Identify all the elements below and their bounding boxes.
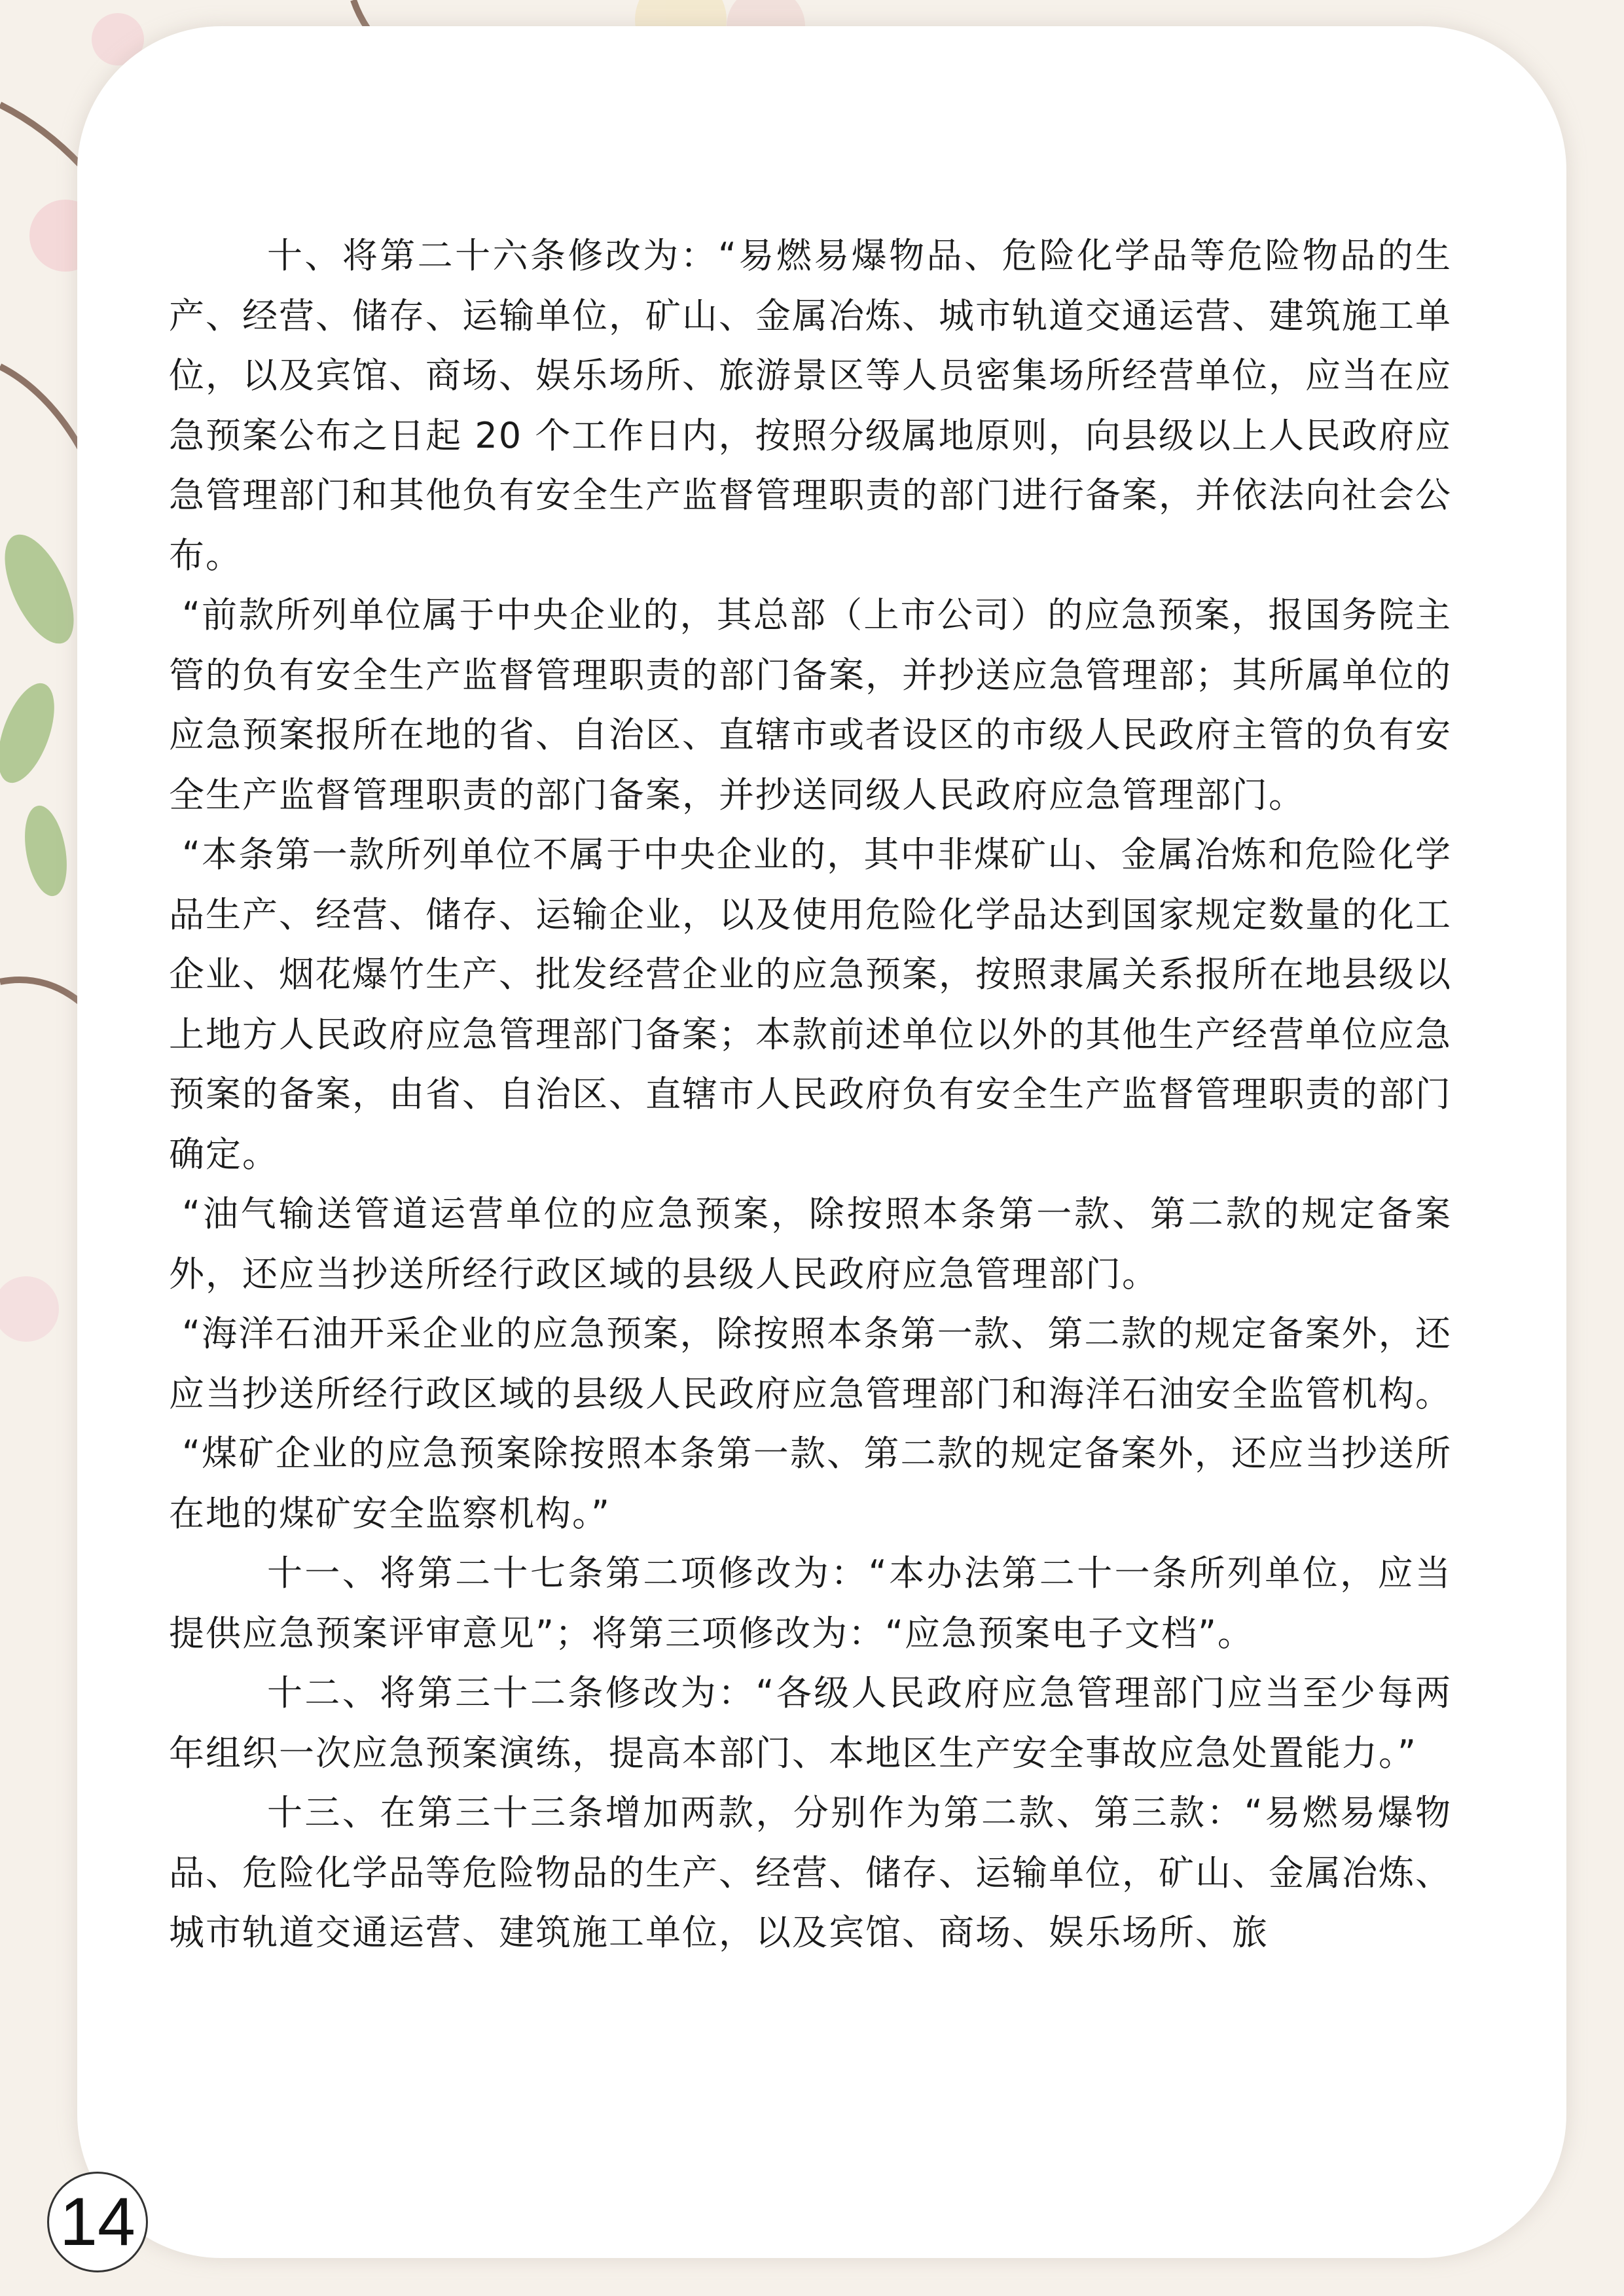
- document-body: [169, 226, 1452, 1963]
- article-12-paragraph: 十二、将第三十二条修改为：“各级人民政府应急管理部门应当至少每两年组织一次应急预案演练，提高本部门、本地区生产安全事故应急处置能力。”: [169, 1672, 1452, 1774]
- article-10-clause-4: “油气输送管道运营单位的应急预案，除按照本条第一款、第二款的规定备案外，还应当抄送所经行政区域的县级人民政府应急管理部门。: [169, 1193, 1452, 1295]
- article-10-paragraph: 十、将第二十六条修改为：“易燃易爆物品、危险化学品等危险物品的生产、经营、储存、运输单位，矿山、金属冶炼、城市轨道交通运营、建筑施工单位，以及宾馆、商场、娱乐场所、旅游景区等人员密集场所经营单位，应当在应急预案公布之日起 20 个工作日内，按照分级属地原则，向县级以上人民政府应急管理部门和其他负有安全生产监督管理职责的部门进行备案，并依法向社会公布。: [169, 235, 1452, 576]
- article-11-paragraph: 十一、将第二十七条第二项修改为：“本办法第二十一条所列单位，应当提供应急预案评审意见”；将第三项修改为：“应急预案电子文档”。: [169, 1552, 1452, 1654]
- page-number: 14: [47, 2172, 148, 2272]
- article-10-clause-6: “煤矿企业的应急预案除按照本条第一款、第二款的规定备案外，还应当抄送所在地的煤矿安全监察机构。”: [169, 1433, 1452, 1534]
- article-13-paragraph: 十三、在第三十三条增加两款，分别作为第二款、第三款：“易燃易爆物品、危险化学品等危险物品的生产、经营、储存、运输单位，矿山、金属冶炼、城市轨道交通运营、建筑施工单位，以及宾馆、商场、娱乐场所、旅: [169, 1792, 1452, 1953]
- article-10-clause-5: “海洋石油开采企业的应急预案，除按照本条第一款、第二款的规定备案外，还应当抄送所经行政区域的县级人民政府应急管理部门和海洋石油安全监管机构。: [169, 1313, 1452, 1414]
- article-10-clause-2: “前款所列单位属于中央企业的，其总部（上市公司）的应急预案，报国务院主管的负有安全生产监督管理职责的部门备案，并抄送应急管理部；其所属单位的应急预案报所在地的省、自治区、直辖市或者设区的市级人民政府主管的负有安全生产监督管理职责的部门备案，并抄送同级人民政府应急管理部门。: [169, 594, 1452, 816]
- article-10-clause-3: “本条第一款所列单位不属于中央企业的，其中非煤矿山、金属冶炼和危险化学品生产、经营、储存、运输企业，以及使用危险化学品达到国家规定数量的化工企业、烟花爆竹生产、批发经营企业的应急预案，按照隶属关系报所在地县级以上地方人民政府应急管理部门备案；本款前述单位以外的其他生产经营单位应急预案的备案，由省、自治区、直辖市人民政府负有安全生产监督管理职责的部门确定。: [169, 834, 1452, 1175]
